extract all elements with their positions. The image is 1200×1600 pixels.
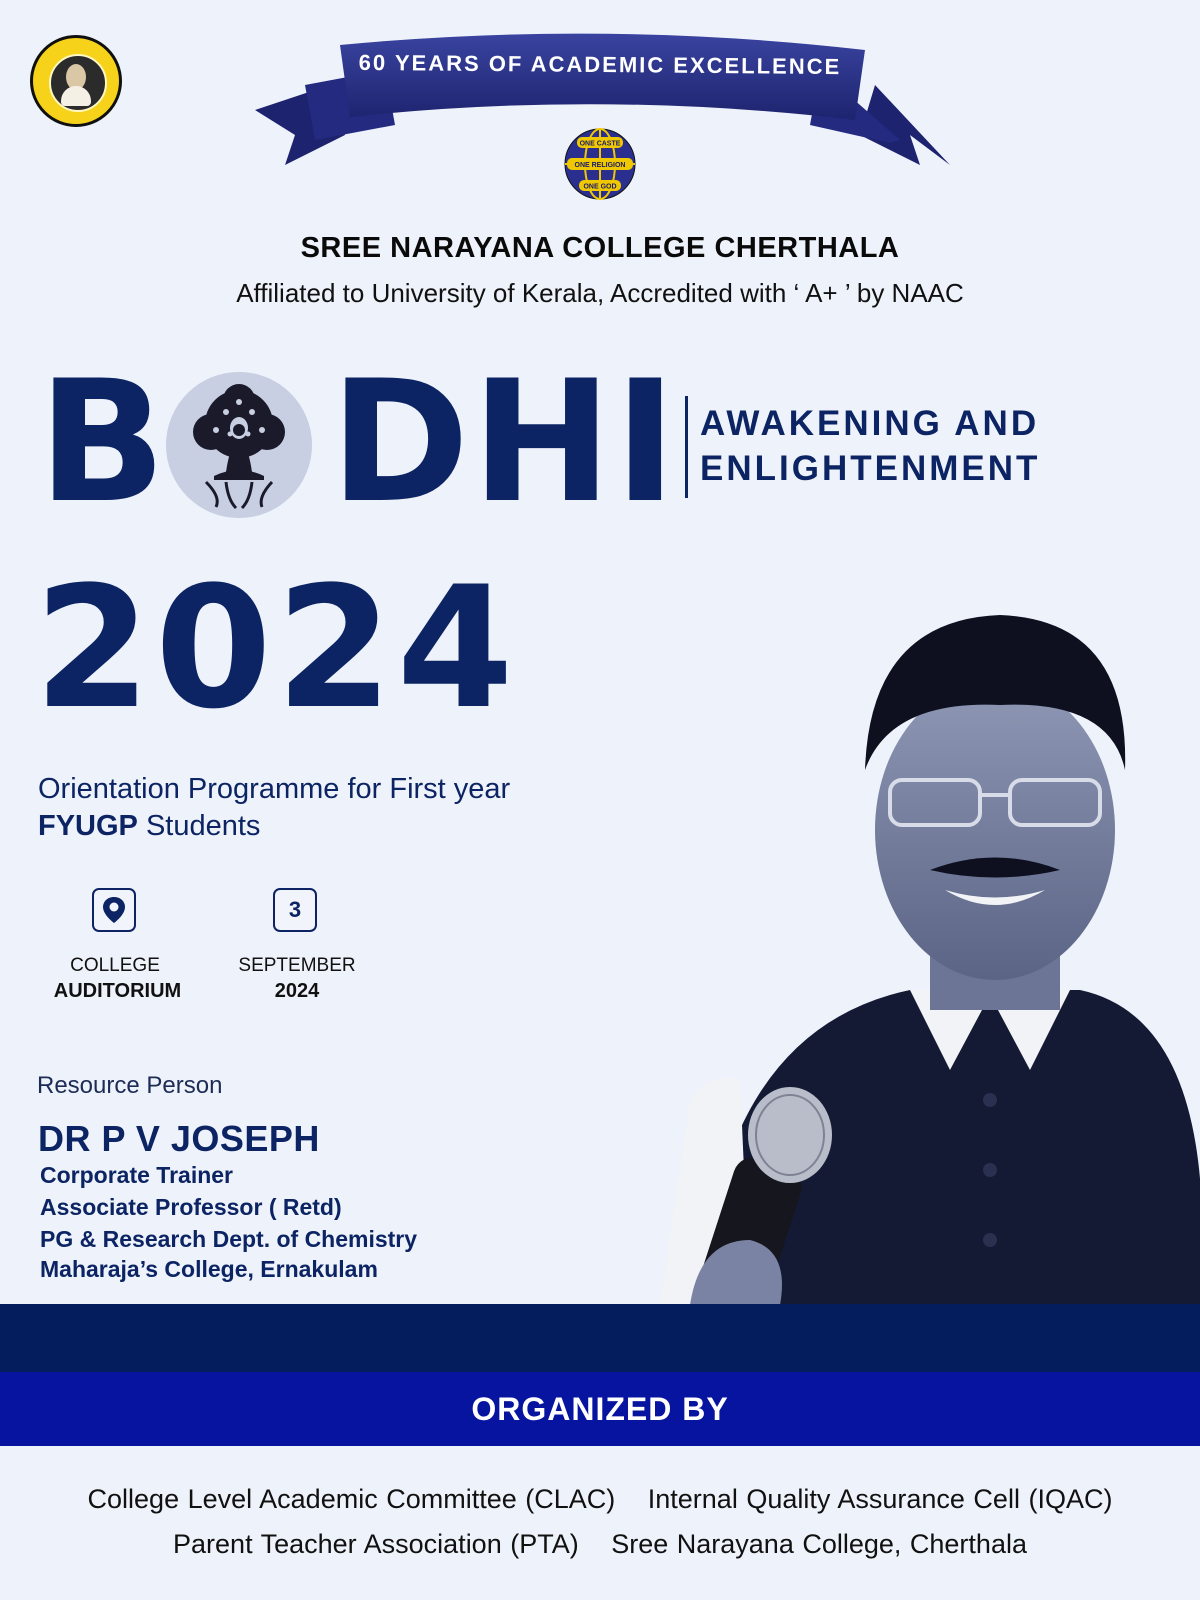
speaker-detail: Maharaja’s College, Ernakulam [40,1256,378,1282]
ribbon-text: 60 YEARS OF ACADEMIC EXCELLENCE [358,49,842,80]
date-month: SEPTEMBER [238,955,356,976]
calendar-day-icon: 3 [273,888,317,932]
venue-value: AUDITORIUM [53,980,182,1002]
title-letters-dhi: DHI [330,344,679,540]
organizer-name: Internal Quality Assurance Cell (IQAC) [647,1484,1113,1514]
college-name: SREE NARAYANA COLLEGE CHERTHALA [300,232,900,264]
organizer-name: College Level Academic Committee (CLAC) [87,1484,616,1514]
organized-by-heading: ORGANIZED BY [471,1391,729,1427]
organizer-name: Parent Teacher Association (PTA) [173,1529,579,1559]
event-year: 2024 [34,550,518,746]
venue-label: COLLEGE [70,955,160,976]
speaker-name: DR P V JOSEPH [38,1118,320,1159]
title-letter-b: B [38,344,167,540]
programme-line-2 [38,810,260,843]
programme-bold: FYUGP [38,810,138,842]
footer-organizers [0,1446,1200,1600]
title-divider [685,396,688,498]
founder-logo [30,35,122,127]
tagline-line-1: AWAKENING AND [700,404,1040,443]
speaker-detail: Associate Professor ( Retd) [40,1194,342,1220]
programme-line-1: Orientation Programme for First year [38,773,511,805]
programme-rest: Students [137,810,261,842]
globe-emblem [563,127,637,201]
organizers-row-2 [0,1529,1200,1560]
resource-person-label: Resource Person [37,1072,223,1099]
speaker-photo [660,600,1200,1305]
tagline-line-2: ENLIGHTENMENT [700,449,1041,488]
organizer-name: Sree Narayana College, Cherthala [611,1529,1027,1559]
globe-text-1: ONE CASTE [579,140,621,148]
date-year: 2024 [274,980,320,1002]
bodhi-tree-icon [166,372,312,518]
footer-top-band [0,1304,1200,1372]
speaker-detail: Corporate Trainer [40,1162,233,1188]
globe-text-2: ONE RELIGION [574,162,626,169]
speaker-detail: PG & Research Dept. of Chemistry [40,1226,418,1252]
college-affiliation: Affiliated to University of Kerala, Accredited with ‘ A+ ’ by NAAC [236,278,964,308]
location-pin-icon [92,888,136,932]
organizers-row-1 [0,1484,1200,1515]
globe-text-3: ONE GOD [583,183,617,191]
